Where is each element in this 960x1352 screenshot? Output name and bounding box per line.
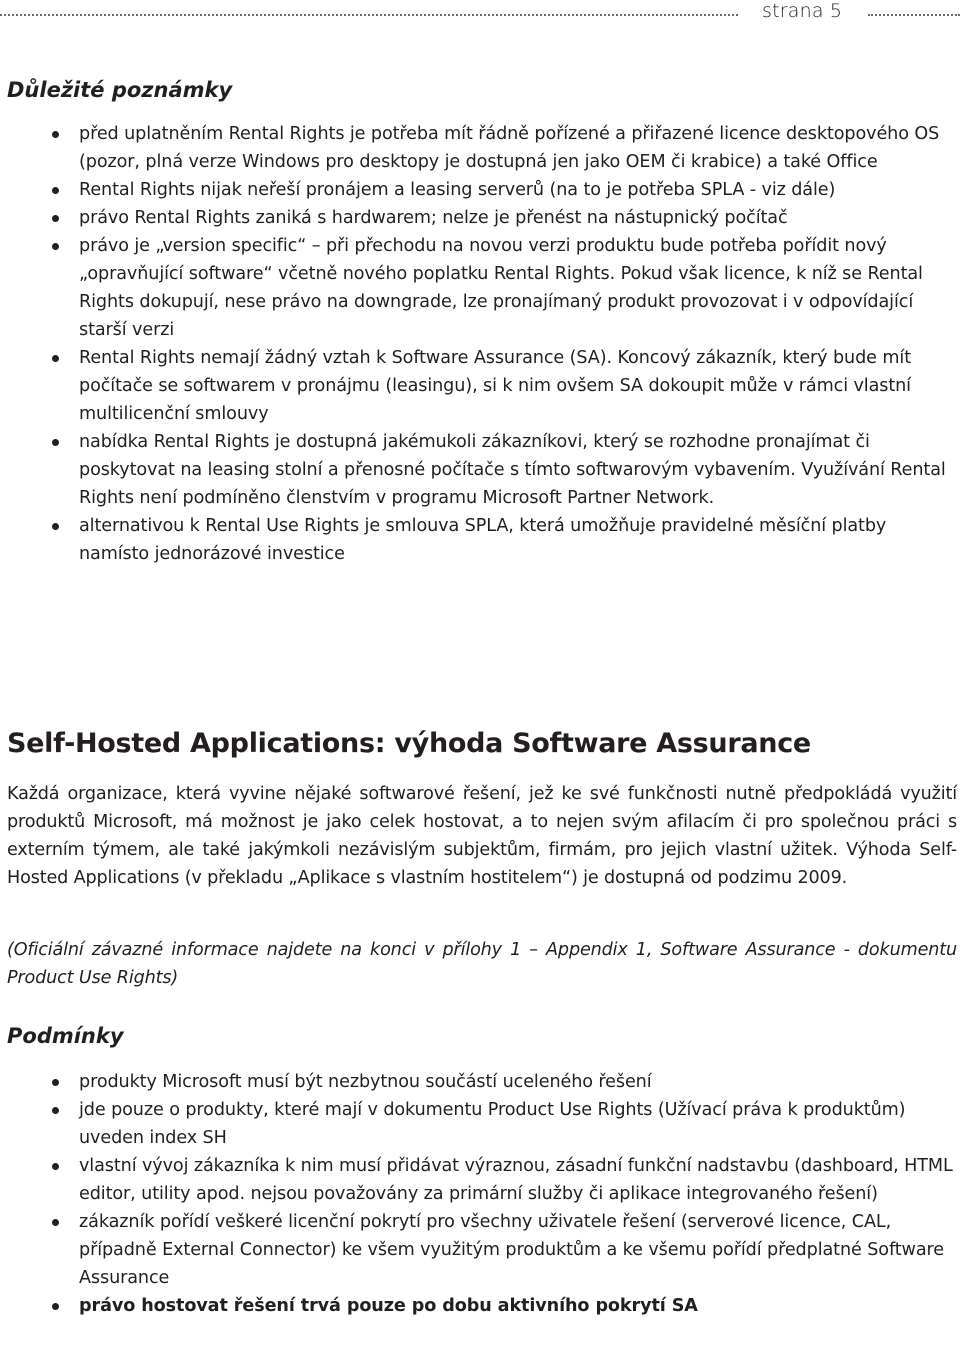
header-dotted-rule-left [0,14,738,16]
list-item-text: právo hostovat řešení trvá pouze po dobu aktivního pokrytí SA [79,1296,698,1316]
conditions-heading: Podmínky [7,1024,124,1048]
list-item-text: vlastní vývoj zákazníka k nim musí přidávat výraznou, zásadní funkční nadstavbu (dashboard, HTML editor, utility apod. nejsou považovány za primární služby či aplikace integrovaného řešení) [79,1156,953,1204]
notes-list [0,120,960,568]
list-item [0,1096,960,1152]
bullet-icon [52,243,59,250]
list-item-text: Rental Rights nijak neřeší pronájem a leasing serverů (na to je potřeba SPLA - viz dále) [79,180,836,200]
section-title: Self-Hosted Applications: výhoda Software Assurance [7,728,811,759]
bullet-icon [52,355,59,362]
page-number: strana 5 [762,0,843,22]
bullet-icon [52,439,59,446]
bullet-icon [52,1303,59,1310]
list-item [0,204,960,232]
list-item [0,1292,960,1320]
bullet-icon [52,1163,59,1170]
bullet-icon [52,523,59,530]
intro-paragraph: Každá organizace, která vyvine nějaké softwarové řešení, jež ke své funkčnosti nutně předpokládá využití produktů Microsoft, má možnost je jako celek hostovat, a to nejen svým afilacím či pro společnou práci s externím týmem, ale také jakýmkoli nezávislým subjektům, firmám, pro jejich vlastní užitek. Výhoda Self-Hosted Applications (v překladu „Aplikace s vlastním hostitelem“) je dostupná od podzimu 2009. [7,784,957,888]
list-item [0,1152,960,1208]
bullet-icon [52,215,59,222]
list-item [0,344,960,428]
list-item-text: zákazník pořídí veškeré licenční pokrytí pro všechny uživatele řešení (serverové licence, CAL, případně External Connector) ke všem využitým produktům a ke všemu pořídí předplatné Software Assurance [79,1212,944,1288]
list-item [0,512,960,568]
header-dotted-rule-right [868,14,960,16]
list-item-text: před uplatněním Rental Rights je potřeba mít řádně pořízené a přiřazené licence desktopového OS (pozor, plná verze Windows pro desktopy je dostupná jen jako OEM či krabice) a také Office [79,124,940,172]
list-item [0,1208,960,1292]
list-item-text: nabídka Rental Rights je dostupná jakémukoli zákazníkovi, který se rozhodne pronajímat či poskytovat na leasing stolní a přenosné počítače s tímto softwarovým vybavením. Využívání Rental Rights není podmíněno členstvím v programu Microsoft Partner Network. [79,432,946,508]
notes-heading: Důležité poznámky [7,78,233,102]
list-item-text: produkty Microsoft musí být nezbytnou součástí uceleného řešení [79,1072,652,1092]
list-item-text: právo je „version specific“ – při přechodu na novou verzi produktu bude potřeba pořídit nový „opravňující software“ včetně nového poplatku Rental Rights. Pokud však licence, k níž se Rental Rights dokupují, nese právo na downgrade, lze pronajímaný produkt provozovat i v odpovídající starší verzi [79,236,923,340]
bullet-icon [52,1219,59,1226]
list-item-text: právo Rental Rights zaniká s hardwarem; nelze je přenést na nástupnický počítač [79,208,788,228]
bullet-icon [52,1079,59,1086]
list-item [0,1068,960,1096]
list-item-text: Rental Rights nemají žádný vztah k Software Assurance (SA). Koncový zákazník, který bude mít počítače se softwarem v pronájmu (leasingu), si k nim ovšem SA dokoupit může v rámci vlastní multilicenční smlouvy [79,348,912,424]
bullet-icon [52,131,59,138]
list-item [0,176,960,204]
bullet-icon [52,1107,59,1114]
list-item-text: jde pouze o produkty, které mají v dokumentu Product Use Rights (Užívací práva k produktům) uveden index SH [79,1100,906,1148]
list-item [0,428,960,512]
official-note: (Oficiální závazné informace najdete na konci v přílohy 1 – Appendix 1, Software Assurance - dokumentu Product Use Rights) [7,940,957,988]
list-item [0,120,960,176]
bullet-icon [52,187,59,194]
list-item-text: alternativou k Rental Use Rights je smlouva SPLA, která umožňuje pravidelné měsíční platby namísto jednorázové investice [79,516,887,564]
conditions-list [0,1068,960,1320]
list-item [0,232,960,344]
page-header [0,0,960,24]
